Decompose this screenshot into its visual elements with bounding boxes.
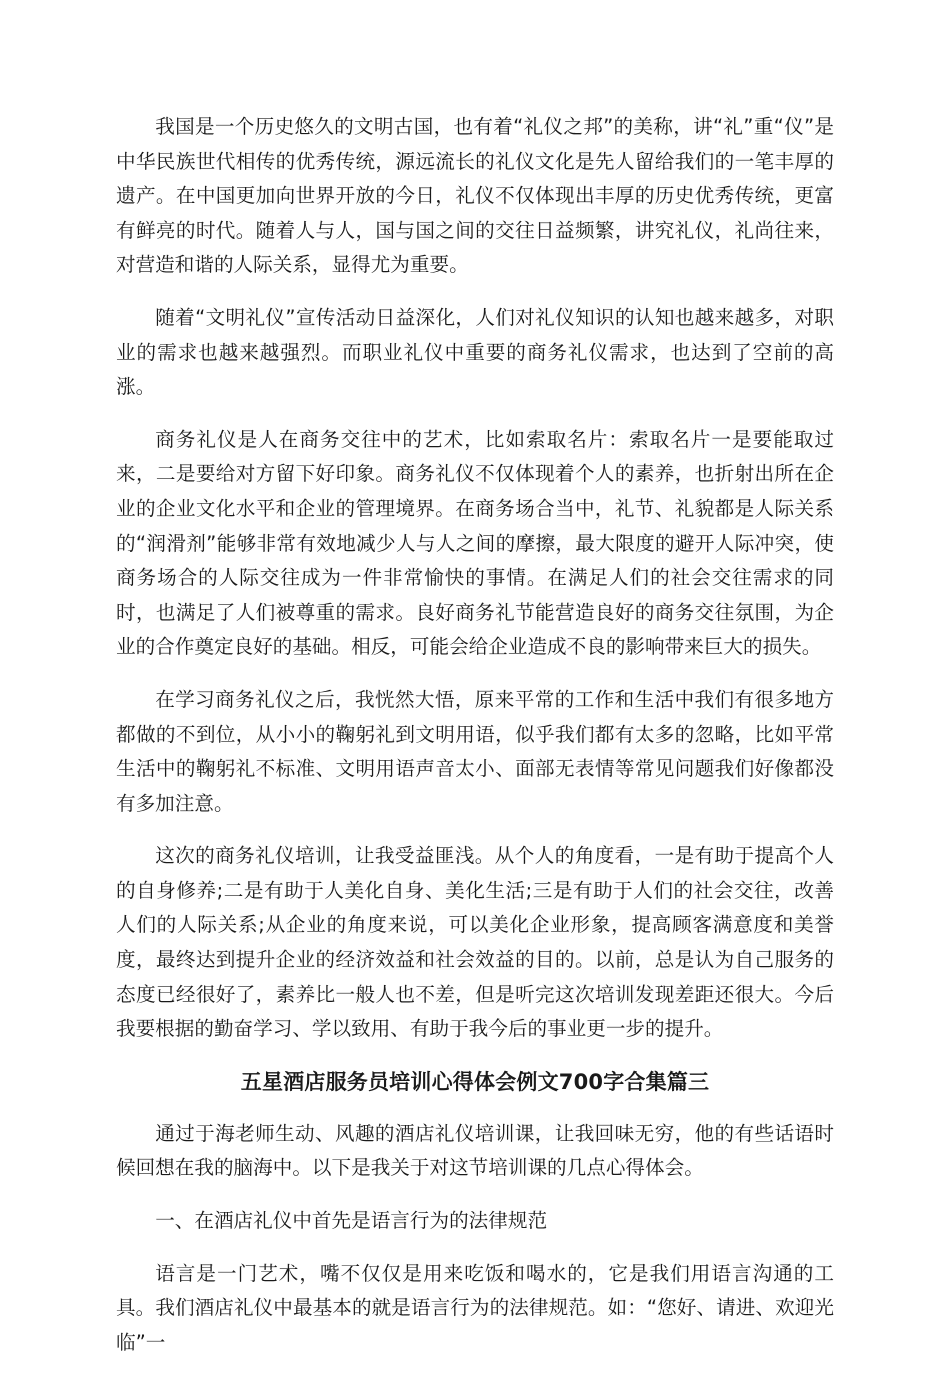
paragraph-6: 通过于海老师生动、风趣的酒店礼仪培训课，让我回味无穷，他的有些话语时候回想在我的脑海中。以下是我关于对这节培训课的几点心得体会。 bbox=[116, 1121, 834, 1180]
paragraph-2: 随着“文明礼仪”宣传活动日益深化，人们对礼仪知识的认知也越来越多，对职业的需求也越来越强烈。而职业礼仪中重要的商务礼仪需求，也达到了空前的高涨。 bbox=[116, 305, 834, 399]
paragraph-4: 在学习商务礼仪之后，我恍然大悟，原来平常的工作和生活中我们有很多地方都做的不到位，从小小的鞠躬礼到文明用语，似乎我们都有太多的忽略，比如平常生活中的鞠躬礼不标准、文明用语声音太小、面部无表情等常见问题我们好像都没有多加注意。 bbox=[116, 687, 834, 815]
paragraph-7: 一、在酒店礼仪中首先是语言行为的法律规范 bbox=[155, 1209, 548, 1233]
section-heading: 五星酒店服务员培训心得体会例文700字合集篇三 bbox=[240, 1069, 710, 1094]
paragraph-3: 商务礼仪是人在商务交往中的艺术，比如索取名片：索取名片一是要能取过来，二是要给对方留下好印象。商务礼仪不仅体现着个人的素养，也折射出所在企业的企业文化水平和企业的管理境界。在商务场合当中，礼节、礼貌都是人际关系的“润滑剂”能够非常有效地减少人与人之间的摩擦，最大限度的避开人际冲突，使商务场合的人际交往成为一件非常愉快的事情。在满足人们的社会交往需求的同时，也满足了人们被尊重的需求。良好商务礼节能营造良好的商务交往氛围，为企业的合作奠定良好的基础。相反，可能会给企业造成不良的影响带来巨大的损失。 bbox=[116, 427, 834, 659]
paragraph-5: 这次的商务礼仪培训，让我受益匪浅。从个人的角度看，一是有助于提高个人的自身修养;二是有助于人美化自身、美化生活;三是有助于人们的社会交往，改善人们的人际关系;从企业的角度来说，可以美化企业形象，提高顾客满意度和美誉度，最终达到提升企业的经济效益和社会效益的目的。以前，总是认为自己服务的态度已经很好了，素养比一般人也不差，但是听完这次培训发现差距还很大。今后我要根据的勤奋学习、学以致用、有助于我今后的事业更一步的提升。 bbox=[116, 844, 834, 1041]
paragraph-8: 语言是一门艺术，嘴不仅仅是用来吃饭和喝水的，它是我们用语言沟通的工具。我们酒店礼仪中最基本的就是语言行为的法律规范。如：“您好、请进、欢迎光临”一 bbox=[116, 1261, 834, 1354]
paragraph-1: 我国是一个历史悠久的文明古国，也有着“礼仪之邦”的美称，讲“礼”重“仪”是中华民族世代相传的优秀传统，源远流长的礼仪文化是先人留给我们的一笔丰厚的遗产。在中国更加向世界开放的今日，礼仪不仅体现出丰厚的历史优秀传统，更富有鲜亮的时代。随着人与人，国与国之间的交往日益频繁，讲究礼仪，礼尚往来，对营造和谐的人际关系，显得尤为重要。 bbox=[116, 115, 834, 277]
document-page bbox=[116, 110, 834, 1378]
